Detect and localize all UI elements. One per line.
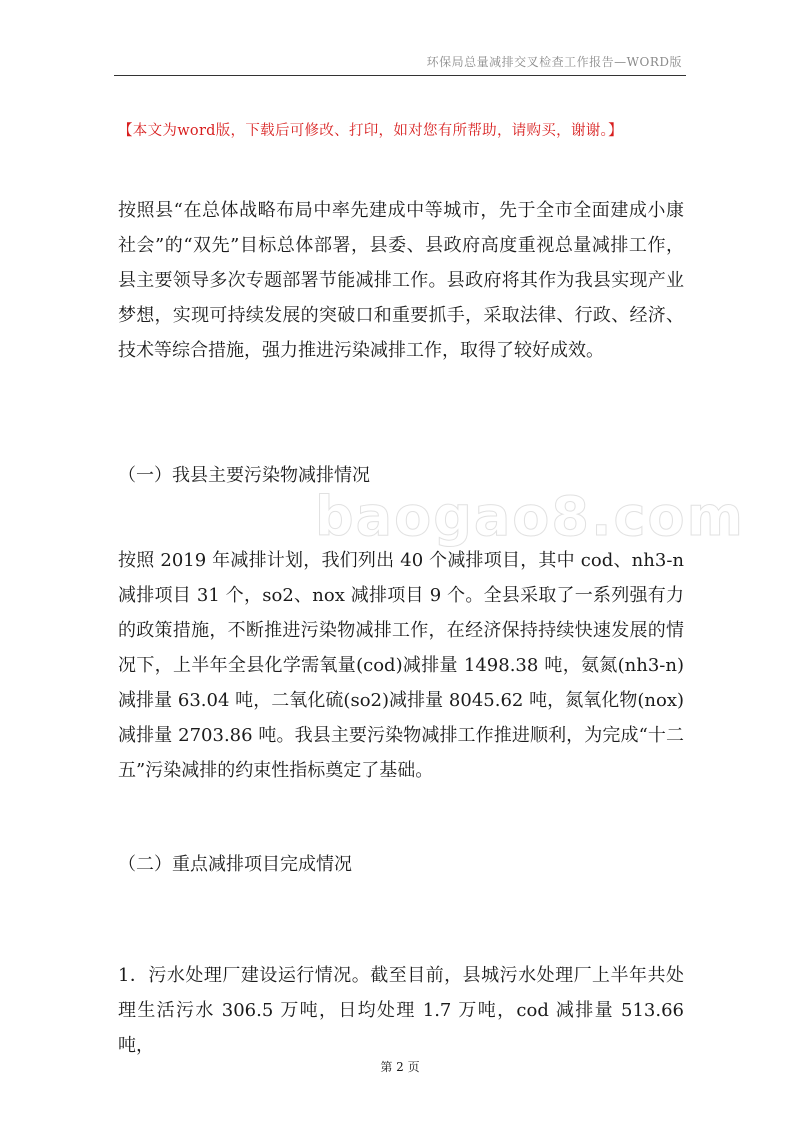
page-header-title: 环保局总量减排交叉检查工作报告—WORD版 [426,55,682,69]
intro-paragraph: 按照县“在总体战略布局中率先建成中等城市，先于全市全面建成小康社会”的“双先”目标总体部署，县委、县政府高度重视总量减排工作，县主要领导多次专题部署节能减排工作。县政府将其作为我县实现产业梦想，实现可持续发展的突破口和重要抓手，采取法律、行政、经济、技术等综合措施，强力推进污染减排工作，取得了较好成效。 [118,200,684,361]
section-1-heading: （一）我县主要污染物减排情况 [118,465,370,486]
section-2-heading: （二）重点减排项目完成情况 [118,854,352,875]
purchase-notice: 【本文为word版，下载后可修改、打印，如对您有所帮助，请购买，谢谢。】 [118,123,623,139]
section-2-paragraph: 1．污水处理厂建设运行情况。截至目前，县城污水处理厂上半年共处理生活污水 306.5 万吨，日均处理 1.7 万吨，cod 减排量 513.66 吨， [118,965,684,1056]
watermark-text: baogao8.com [315,485,745,548]
section-1-paragraph: 按照 2019 年减排计划，我们列出 40 个减排项目，其中 cod、nh3-n 减排项目 31 个，so2、nox 减排项目 9 个。全县采取了一系列强有力的政策措施，不断推进污染物减排工作，在经济保持持续快速发展的情况下，上半年全县化学需氧量(cod)减排量 1498.38 吨，氨氮(nh3-n)减排量 63.04 吨，二氧化硫(so2)减排量 8045.62 吨，氮氧化物(nox)减排量 2703.86 吨。我县主要污染物减排工作推进顺利，为完成“十二五”污染减排的约束性指标奠定了基础。 [118,550,684,781]
page-number: 第 2 页 [380,1060,420,1074]
header-divider [114,75,686,76]
